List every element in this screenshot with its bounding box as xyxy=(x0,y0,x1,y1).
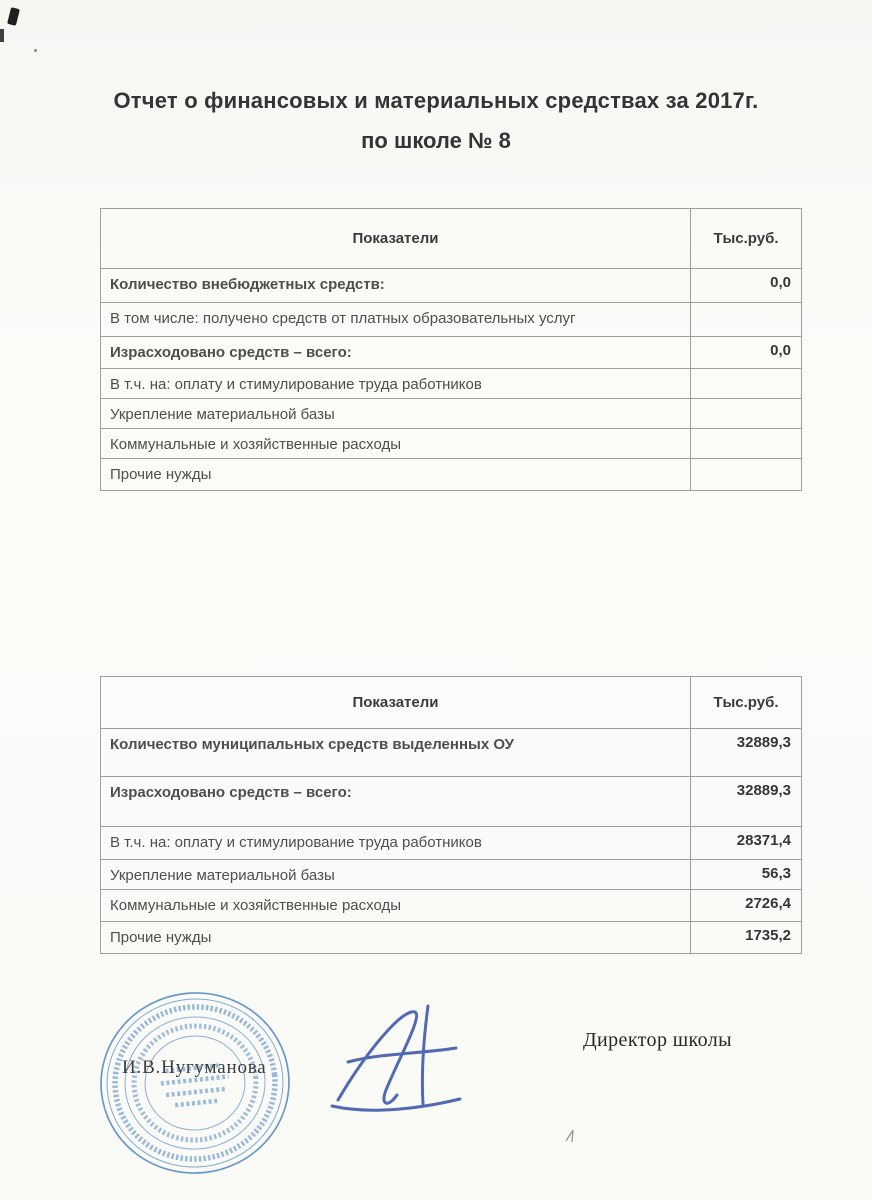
row-label: Прочие нужды xyxy=(101,922,691,954)
column-header-indicators: Показатели xyxy=(101,677,691,729)
table-row xyxy=(101,729,802,777)
row-value xyxy=(691,459,802,491)
column-header-amount: Тыс.руб. xyxy=(691,677,802,729)
row-value: 1735,2 xyxy=(691,922,802,954)
table-row xyxy=(101,922,802,954)
row-value: 0,0 xyxy=(691,269,802,303)
scan-artifact xyxy=(0,29,4,42)
row-label: Коммунальные и хозяйственные расходы xyxy=(101,429,691,459)
row-value: 2726,4 xyxy=(691,890,802,922)
table-header-row xyxy=(101,209,802,269)
row-label: Количество внебюджетных средств: xyxy=(101,269,691,303)
title-line-2: по школе № 8 xyxy=(361,128,511,153)
row-label: Количество муниципальных средств выделенных ОУ xyxy=(101,729,691,777)
pencil-mark-artifact xyxy=(563,1128,581,1144)
title-line-1: Отчет о финансовых и материальных средствах за 2017г. xyxy=(113,88,759,113)
row-label: В том числе: получено средств от платных образовательных услуг xyxy=(101,303,691,337)
table-row xyxy=(101,827,802,860)
scan-artifact xyxy=(7,7,20,26)
table-row xyxy=(101,337,802,369)
row-label: Укрепление материальной базы xyxy=(101,860,691,890)
table-extrabudgetary-funds xyxy=(100,208,802,491)
school-stamp-icon xyxy=(95,988,295,1178)
row-value xyxy=(691,399,802,429)
document-title xyxy=(0,88,872,154)
row-value xyxy=(691,369,802,399)
row-label: Израсходовано средств – всего: xyxy=(101,777,691,827)
table-row xyxy=(101,777,802,827)
row-value: 32889,3 xyxy=(691,729,802,777)
table-municipal-funds xyxy=(100,676,802,954)
table-row xyxy=(101,860,802,890)
row-label: Укрепление материальной базы xyxy=(101,399,691,429)
table-row xyxy=(101,459,802,491)
table-row xyxy=(101,269,802,303)
row-value: 0,0 xyxy=(691,337,802,369)
table-header-row xyxy=(101,677,802,729)
signer-name: И.В.Нугуманова xyxy=(122,1057,267,1078)
row-value xyxy=(691,303,802,337)
signature-icon xyxy=(322,998,477,1116)
table-row xyxy=(101,369,802,399)
table-row xyxy=(101,399,802,429)
row-value: 56,3 xyxy=(691,860,802,890)
row-label: Коммунальные и хозяйственные расходы xyxy=(101,890,691,922)
scan-artifact xyxy=(34,49,37,52)
row-value: 28371,4 xyxy=(691,827,802,860)
table-row xyxy=(101,303,802,337)
table-row xyxy=(101,890,802,922)
row-value: 32889,3 xyxy=(691,777,802,827)
row-label: В т.ч. на: оплату и стимулирование труда работников xyxy=(101,827,691,860)
column-header-amount: Тыс.руб. xyxy=(691,209,802,269)
row-label: Прочие нужды xyxy=(101,459,691,491)
row-label: Израсходовано средств – всего: xyxy=(101,337,691,369)
column-header-indicators: Показатели xyxy=(101,209,691,269)
row-value xyxy=(691,429,802,459)
table-row xyxy=(101,429,802,459)
signer-title: Директор школы xyxy=(583,1029,733,1051)
row-label: В т.ч. на: оплату и стимулирование труда работников xyxy=(101,369,691,399)
